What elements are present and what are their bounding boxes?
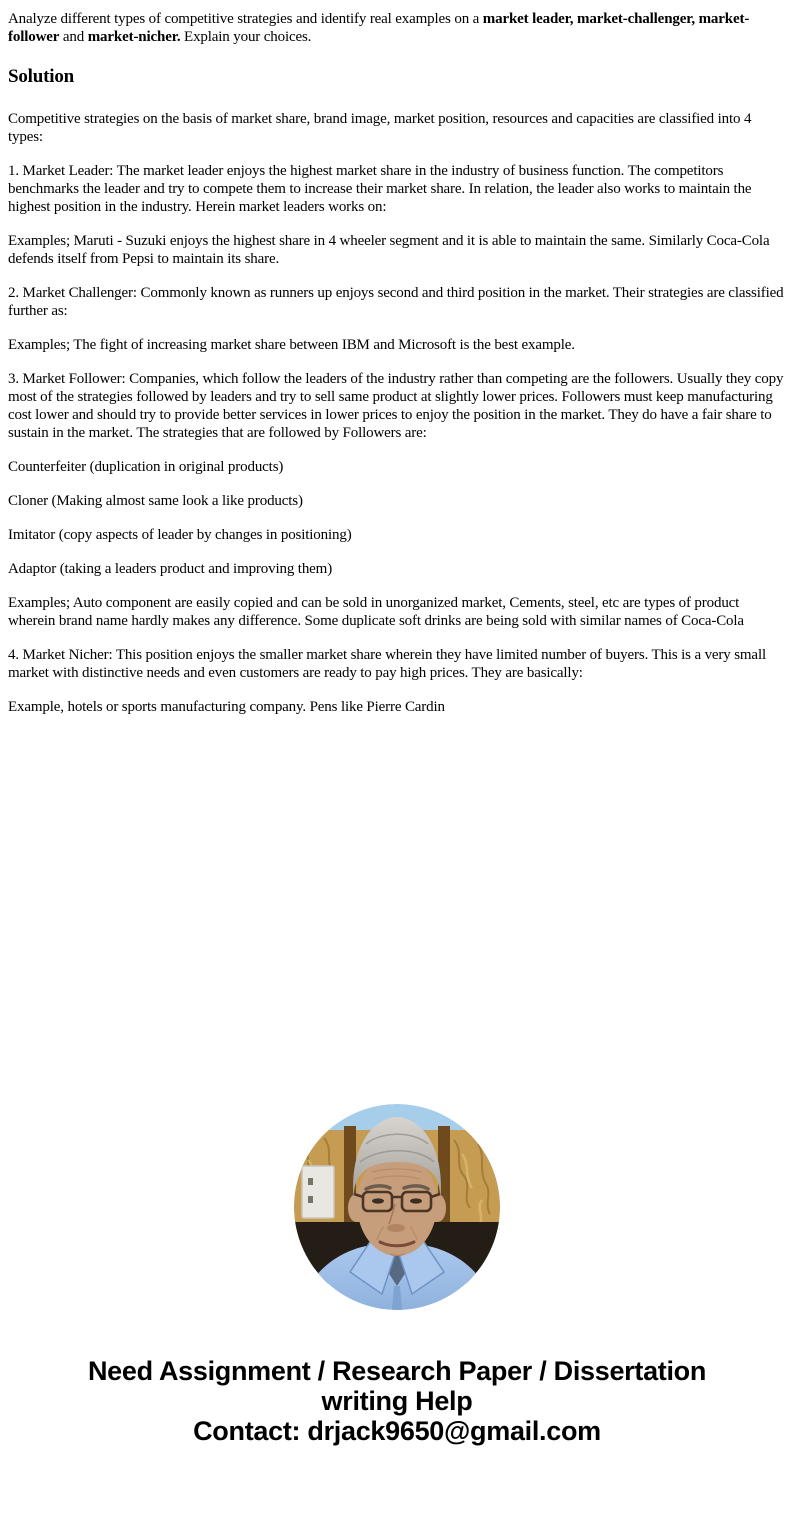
paragraph-adaptor: Adaptor (taking a leaders product and improving them) <box>8 561 333 577</box>
paragraph-counterfeiter: Counterfeiter (duplication in original products) <box>8 459 284 475</box>
footer-line-3: Contact: drjack9650@gmail.com <box>193 1416 601 1446</box>
question-text-mid: and <box>59 29 88 45</box>
avatar-container <box>8 1104 786 1310</box>
paragraph-market-leader: 1. Market Leader: The market leader enjoys the highest market share in the industry of business function. The competitors benchmarks the leader and try to compete them to increase their market share. In relation, the leader also works to maintain the highest position in the industry. Herein market leaders works on: <box>8 163 752 215</box>
avatar <box>294 1104 500 1310</box>
avatar-eye-left <box>372 1198 384 1203</box>
paragraph-imitator: Imitator (copy aspects of leader by changes in positioning) <box>8 527 352 543</box>
paragraph-leader-examples: Examples; Maruti - Suzuki enjoys the highest share in 4 wheeler segment and it is able to maintain the same. Similarly Coca-Cola defends itself from Pepsi to maintain its share. <box>8 233 770 267</box>
paragraph-cloner: Cloner (Making almost same look a like products) <box>8 493 303 509</box>
avatar-face <box>357 1152 437 1256</box>
solution-heading: Solution <box>8 66 74 87</box>
avatar-nose-base <box>387 1224 405 1232</box>
paragraph-market-nicher: 4. Market Nicher: This position enjoys the smaller market share wherein they have limited number of buyers. This is a very small market with distinctive needs and even customers are ready to pay high prices. They are basically: <box>8 647 766 681</box>
footer-contact-banner <box>8 1356 786 1446</box>
question-text-start: Analyze different types of competitive strategies and identify real examples on a <box>8 11 483 27</box>
footer-line-1: Need Assignment / Research Paper / Dissertation <box>87 1356 707 1386</box>
paragraph-intro: Competitive strategies on the basis of market share, brand image, market position, resources and capacities are classified into 4 types: <box>8 111 752 145</box>
paragraph-follower-examples: Examples; Auto component are easily copied and can be sold in unorganized market, Cements, steel, etc are types of product wherein brand name hardly makes any difference. Some duplicate soft drinks are being sold with similar names of Coca-Cola <box>8 595 744 629</box>
paragraph-challenger-examples: Examples; The fight of increasing market share between IBM and Microsoft is the best example. <box>8 337 575 353</box>
footer-line-2: writing Help <box>321 1386 473 1416</box>
avatar-eye-right <box>410 1198 422 1203</box>
question-bold-terms-1: market leader, market-challenger, market-follower <box>8 11 750 45</box>
question-text-end: Explain your choices. <box>180 29 312 45</box>
paragraph-nicher-example: Example, hotels or sports manufacturing company. Pens like Pierre Cardin <box>8 699 445 715</box>
question-bold-terms-2: market-nicher. <box>87 29 181 45</box>
avatar-switch-panel <box>302 1166 334 1218</box>
paragraph-market-challenger: 2. Market Challenger: Commonly known as runners up enjoys second and third position in the market. Their strategies are classified further as: <box>8 285 784 319</box>
question-text <box>8 10 786 46</box>
paragraph-market-follower: 3. Market Follower: Companies, which follow the leaders of the industry rather than competing are the followers. Usually they copy most of the strategies followed by leaders and try to sell same product at slightly lower prices. Followers must keep manufacturing cost lower and should try to provide better services in lower prices to enjoy the position in the market. They do have a fair share to sustain in the market. The strategies that are followed by Followers are: <box>8 371 784 441</box>
